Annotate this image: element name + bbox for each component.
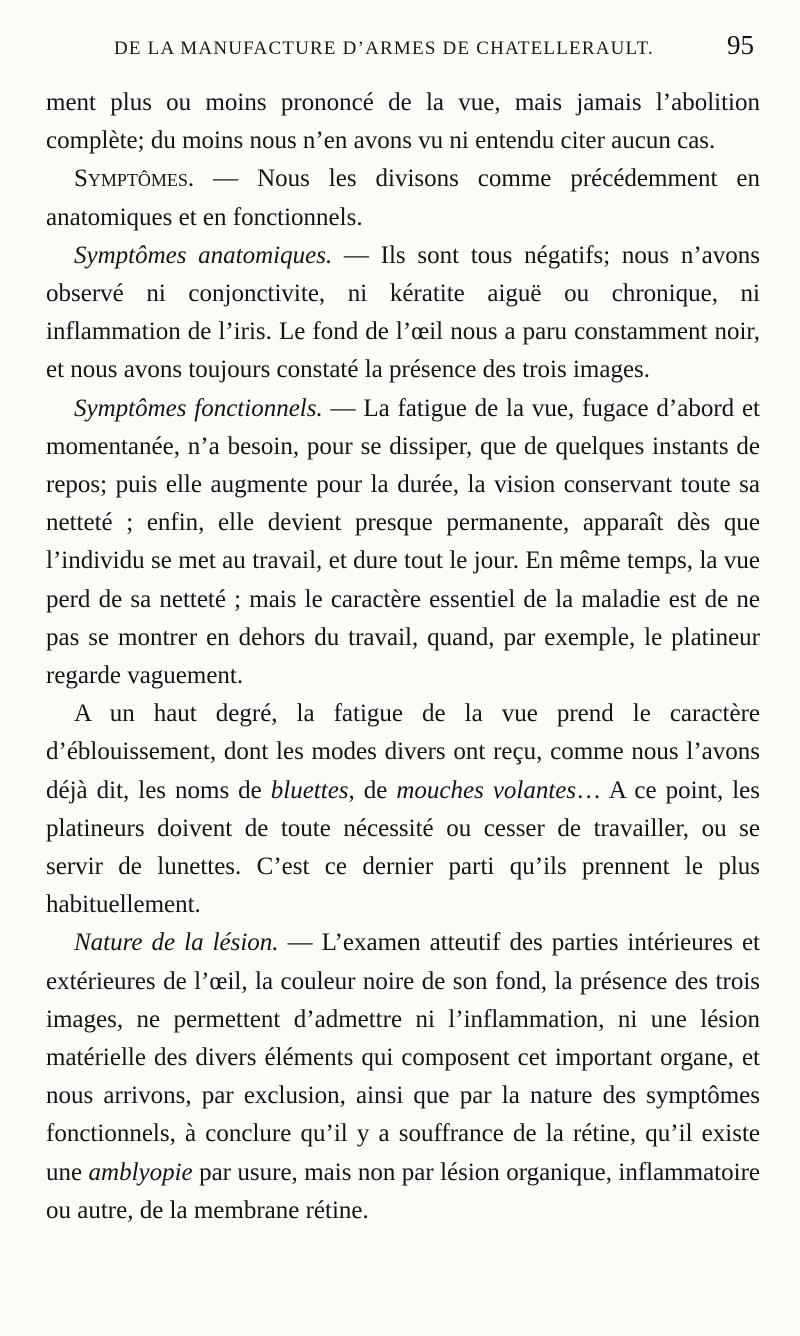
paragraph-symptomes-anatomiques: Symptômes anatomiques. — Ils sont tous négatifs; nous n’avons observé ni conjonctivite, ni kératite aiguë ou chronique, ni inflammation de l’iris. Le fond de l’œil nous a paru constamment noir, et nous avons toujours constaté la présence des trois images.	[46, 241, 760, 384]
page-header	[46, 28, 760, 84]
section-heading: Symptômes.	[74, 165, 195, 193]
page-number: 95	[727, 30, 754, 60]
emphasis: mouches volantes	[396, 776, 577, 804]
subsection-heading: Nature de la lésion.	[74, 929, 279, 957]
paragraph-continuation: ment plus ou moins prononcé de la vue, mais jamais l’abolition complète; du moins nous n’en avons vu ni entendu citer aucun cas.	[46, 89, 760, 155]
paragraph-symptomes: Symptômes. — Nous les divisons comme précédemment en anatomiques et en fonctionnels.	[46, 165, 760, 231]
running-head: DE LA MANUFACTURE D’ARMES DE CHATELLERAULT.	[114, 38, 654, 59]
subsection-heading: Symptômes anatomiques.	[74, 241, 333, 269]
body-text	[46, 84, 760, 1230]
subsection-heading: Symptômes fonctionnels.	[74, 394, 323, 422]
paragraph-haut-degre: A un haut degré, la fatigue de la vue prend le caractère d’éblouissement, dont les modes divers ont reçu, comme nous l’avons déjà dit, les noms de bluettes, de mouches volantes… A ce point, les platineurs doivent de toute nécessité ou cesser de travailler, ou se servir de lunettes. C’est ce dernier parti qu’ils prennent le plus habituellement.	[46, 700, 760, 919]
book-page	[46, 28, 760, 1230]
paragraph-symptomes-fonctionnels: Symptômes fonctionnels. — La fatigue de la vue, fugace d’abord et momentanée, n’a besoin, pour se dissiper, que de quelques instants de repos; puis elle augmente pour la durée, la vision conservant toute sa netteté ; enfin, elle devient presque permanente, apparaît dès que l’individu se met au travail, et dure tout le jour. En même temps, la vue perd de sa netteté ; mais le caractère essentiel de la maladie est de ne pas se montrer en dehors du travail, quand, par exemple, le platineur regarde vaguement.	[46, 394, 760, 690]
emphasis: bluettes	[270, 776, 349, 804]
emphasis: amblyopie	[88, 1158, 193, 1186]
paragraph-nature-lesion: Nature de la lésion. — L’examen atteutif des parties intérieures et extérieures de l’œil, la couleur noire de son fond, la présence des trois images, ne permettent d’admettre ni l’inflammation, ni une lésion matérielle des divers éléments qui composent cet important organe, et nous arrivons, par exclusion, ainsi que par la nature des symptômes fonctionnels, à conclure qu’il y a souffrance de la rétine, qu’il existe une amblyopie par usure, mais non par lésion organique, inflammatoire ou autre, de la membrane rétine.	[46, 929, 760, 1224]
